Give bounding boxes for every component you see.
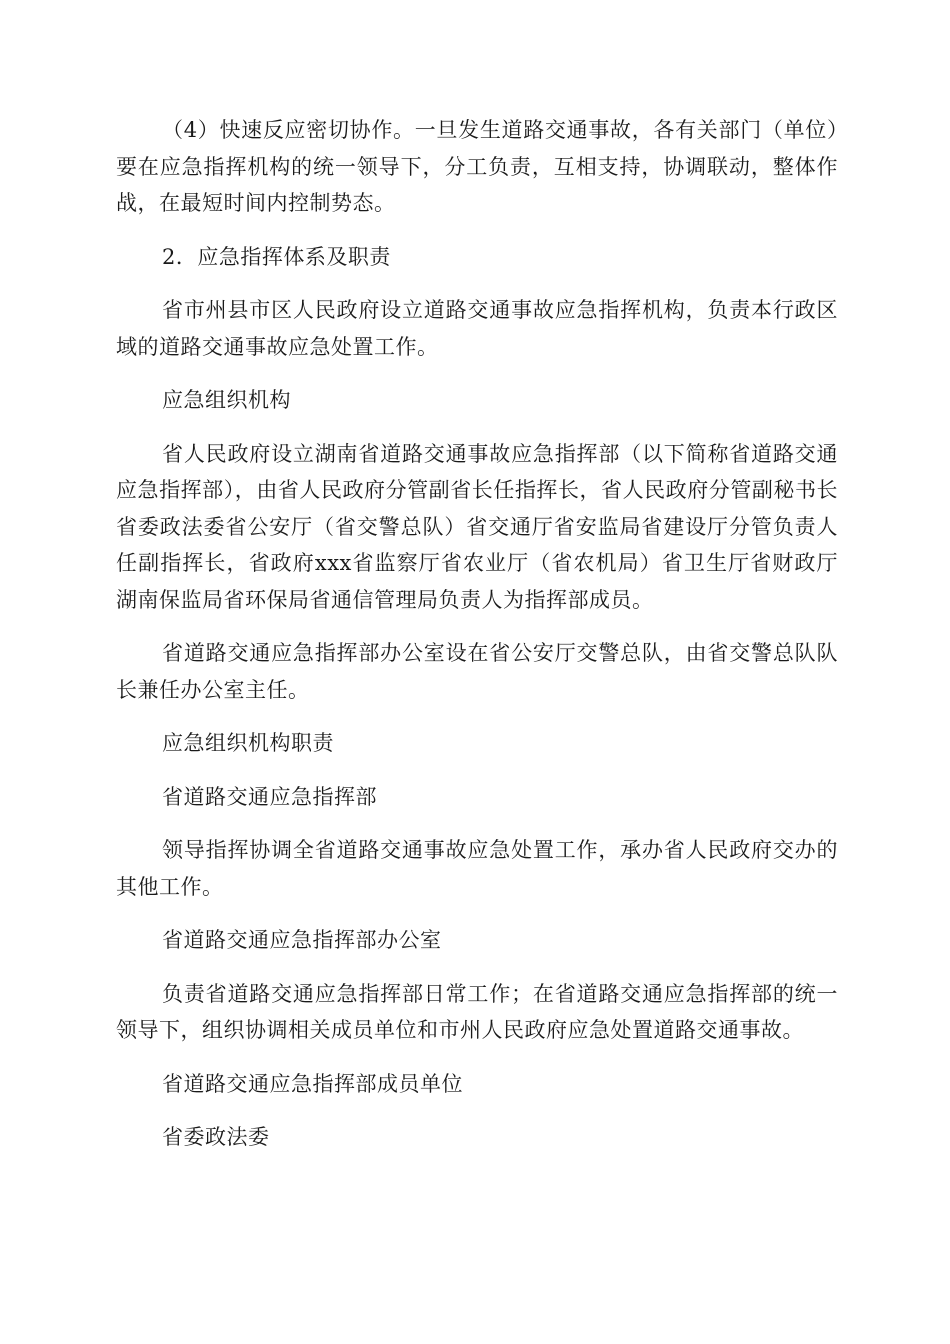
subheading-member-units: 省道路交通应急指挥部成员单位 — [162, 1071, 463, 1096]
subheading-organization: 应急组织机构 — [162, 388, 291, 412]
paragraph-headquarters-duties: 领导指挥协调全省道路交通事故应急处置工作，承办省人民政府交办的其他工作。 — [116, 838, 838, 899]
subheading-organization-duties: 应急组织机构职责 — [162, 731, 334, 755]
paragraph-rapid-response: （4）快速反应密切协作。一旦发生道路交通事故，各有关部门（单位）要在应急指挥机构的统一领导下，分工负责，互相支持，协调联动，整体作战，在最短时间内控制势态。 — [116, 118, 838, 215]
paragraph-command-agency: 省市州县市区人民政府设立道路交通事故应急指挥机构，负责本行政区域的道路交通事故应急处置工作。 — [116, 298, 838, 359]
paragraph-office-duties: 负责省道路交通应急指挥部日常工作；在省道路交通应急指挥部的统一领导下，组织协调相关成员单位和市州人民政府应急处置道路交通事故。 — [116, 981, 838, 1042]
subheading-headquarters: 省道路交通应急指挥部 — [162, 784, 377, 809]
section-heading-command-system: 2．应急指挥体系及职责 — [162, 244, 391, 269]
document-page — [116, 112, 838, 1156]
paragraph-headquarters: 省人民政府设立湖南省道路交通事故应急指挥部（以下简称省道路交通应急指挥部），由省人民政府分管副省长任指挥长，省人民政府分管副秘书长省委政法委省公安厅（省交警总队）省交通厅省安监局省建设厅分管负责人任副指挥长，省政府xxx省监察厅省农业厅（省农机局）省卫生厅省财政厅湖南保监局省环保局省通信管理局负责人为指挥部成员。 — [116, 441, 838, 612]
subheading-headquarters-office: 省道路交通应急指挥部办公室 — [162, 928, 442, 952]
subheading-political-legal-committee: 省委政法委 — [162, 1125, 270, 1149]
paragraph-office: 省道路交通应急指挥部办公室设在省公安厅交警总队，由省交警总队队长兼任办公室主任。 — [116, 641, 838, 702]
